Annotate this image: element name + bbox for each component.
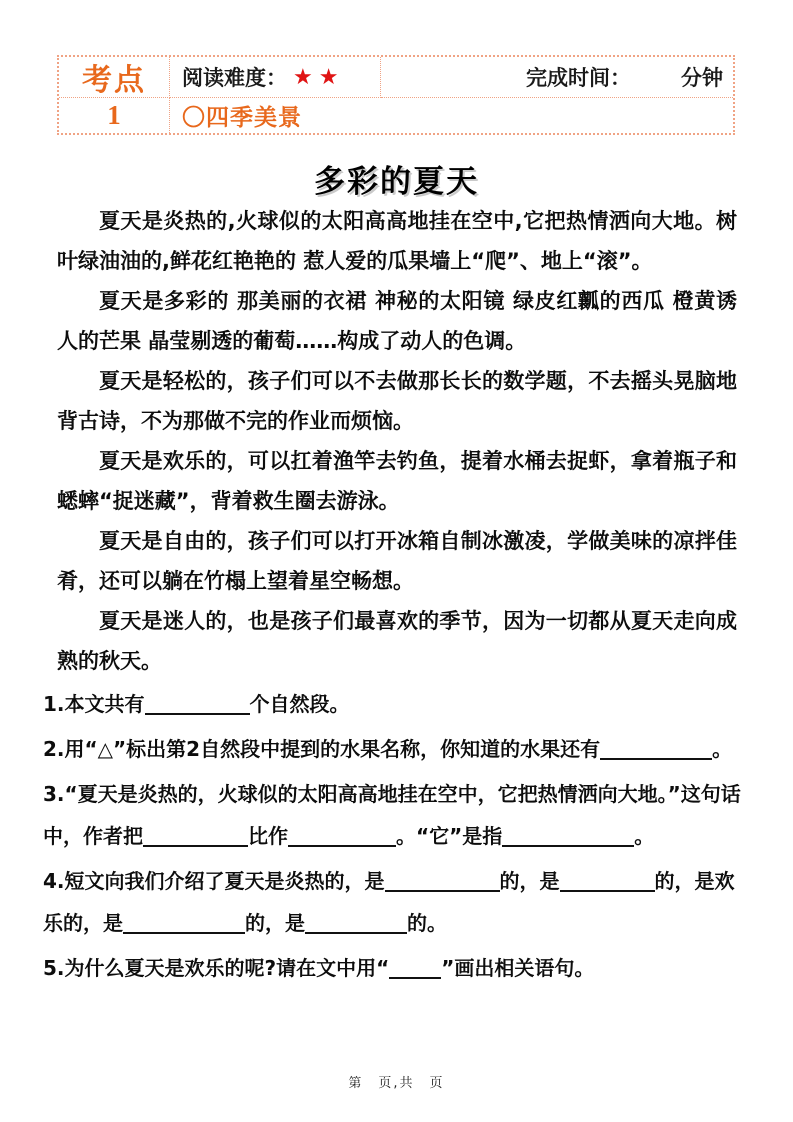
essay-title: 多彩的夏天	[314, 164, 479, 200]
question-text: 的，是欢乐的，是	[43, 869, 735, 935]
essay-body	[57, 201, 737, 681]
question-4	[43, 860, 749, 944]
exam-point-label-cell	[59, 57, 170, 98]
difficulty-label: 阅读难度：	[182, 66, 287, 90]
reading-difficulty-cell	[170, 57, 381, 98]
question-text: 3.“夏天是炎热的，火球似的太阳高高地挂在空中，它把热情洒向大地。”这句话中，作者把	[43, 782, 741, 848]
answer-blank	[305, 912, 407, 934]
minutes-label: 分钟	[681, 66, 723, 90]
question-2	[43, 728, 749, 770]
question-text: 1.本文共有	[43, 692, 145, 716]
question-5	[43, 947, 749, 989]
question-text: 。	[712, 737, 733, 761]
topic-cell	[170, 98, 733, 133]
exam-point-header	[57, 55, 735, 135]
essay-paragraph: 夏天是迷人的，也是孩子们最喜欢的季节，因为一切都从夏天走向成熟的秋天。	[57, 609, 737, 673]
answer-blank	[600, 738, 712, 760]
essay-paragraph: 夏天是自由的，孩子们可以打开冰箱自制冰激凌，学做美味的凉拌佳肴，还可以躺在竹榻上望着星空畅想。	[57, 529, 737, 593]
answer-blank	[145, 693, 250, 715]
difficulty-star-icons: ★★	[293, 64, 345, 90]
question-text: 5.为什么夏天是欢乐的呢?请在文中用“	[43, 956, 390, 980]
question-text: 。“它”是指	[396, 824, 503, 848]
question-1	[43, 683, 749, 725]
questions-section	[43, 683, 749, 992]
question-text: 的，是	[499, 869, 560, 893]
answer-blank	[389, 957, 441, 979]
exam-point-number-cell	[59, 98, 170, 133]
question-text: 个自然段。	[249, 692, 350, 716]
question-text: 4.短文向我们介绍了夏天是炎热的，是	[43, 869, 385, 893]
question-text: 2.用“△”标出第2自然段中提到的水果名称，你知道的水果还有	[43, 737, 601, 761]
exam-point-number: 1	[107, 100, 121, 130]
question-text: 。	[634, 824, 655, 848]
answer-blank	[385, 870, 500, 892]
essay-paragraph: 夏天是炎热的,火球似的太阳高高地挂在空中,它把热情洒向大地。树叶绿油油的,鲜花红艳艳的 惹人爱的瓜果墙上“爬”、地上“滚”。	[57, 209, 737, 273]
question-3	[43, 773, 749, 857]
answer-blank	[143, 825, 248, 847]
question-text: ”画出相关语句。	[441, 956, 595, 980]
answer-blank	[502, 825, 634, 847]
question-text: 的，是	[245, 911, 305, 935]
essay-paragraph: 夏天是多彩的 那美丽的衣裙 神秘的太阳镜 绿皮红瓤的西瓜 橙黄诱人的芒果 晶莹剔透的葡萄……构成了动人的色调。	[57, 289, 737, 353]
essay-paragraph: 夏天是轻松的，孩子们可以不去做那长长的数学题，不去摇头晃脑地背古诗，不为那做不完的作业而烦恼。	[57, 369, 737, 433]
page-footer: 第 页,共 页	[348, 1076, 445, 1091]
exam-point-label: 考点	[82, 63, 146, 98]
completion-time-label: 完成时间：	[526, 66, 631, 90]
topic-label: 〇四季美景	[182, 105, 302, 131]
completion-time-cell	[381, 57, 733, 98]
answer-blank	[560, 870, 655, 892]
essay-paragraph: 夏天是欢乐的，可以扛着渔竿去钓鱼，提着水桶去捉虾，拿着瓶子和蟋蟀“捉迷藏”，背着救生圈去游泳。	[57, 449, 737, 513]
answer-blank	[288, 825, 396, 847]
answer-blank	[123, 912, 245, 934]
question-text: 比作	[248, 824, 288, 848]
question-text: 的。	[407, 911, 447, 935]
